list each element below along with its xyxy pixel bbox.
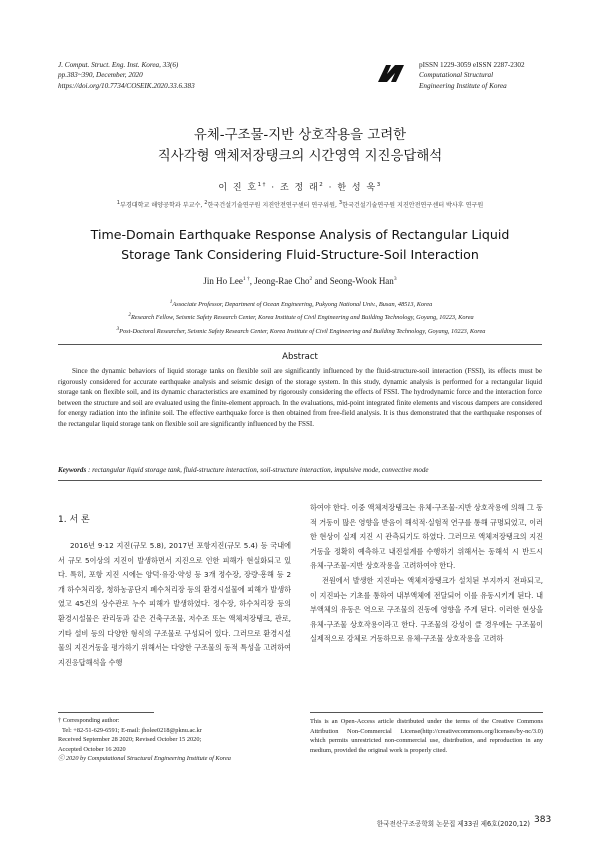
aff-ko-3: 한국건설기술연구원 지진안전연구센터 박사후 연구원 — [342, 202, 484, 210]
footnote-rule — [58, 712, 154, 713]
abstract-body: Since the dynamic behaviors of liquid storage tanks on flexible soil are significantly influenced by the fluid-structure-soil interaction (FSSI), its effects must be rigorously considered for accurate earthquake analysis and seismic design of the storage system. In this study, dynamic analysis is performed for a rectangular liquid storage tank on flexible soil, and its dynamic characteristics are examined by rigorously considering the effects of FSSI. The hydrodynamic force and the interaction force between the structure and soil are evaluated using the finite-element approach. In the evaluations, mid-point integrated finite elements and viscous dampers are considered for energy radiation into the infinite soil. The effective earthquake force is then obtained from free-field analysis. It is thus demonstrated that the earthquake responses of the rectangular liquid storage tank on flexible soil are significantly influenced by the FSSI. — [58, 367, 542, 428]
author-3-mark: 3 — [376, 182, 382, 188]
aff-ko-mark-3: 3 — [338, 200, 343, 206]
aff-en-text-3: Post-Doctoral Researcher, Seismic Safety Research Center, Korea Institute of Civil Engineering and Building Technology, Goyang, 10223, Korea — [119, 327, 486, 335]
aff-en-text-1: Associate Professor, Department of Ocean Engineering, Pukyong National Univ., Busan, 48513, Korea — [172, 301, 433, 309]
right-paragraph-2: 전원에서 발생한 지진파는 액체저장탱크가 설치된 부지까지 전파되고, 이 지진파는 기초를 통하여 내부액체에 전달되어 이를 유동시키게 된다. 내부액체의 유동은 역으로 구조물의 진동에 영향을 주게 된다. 이러한 현상을 유체-구조물 상호작용이라고 한다. 구조물의 강성이 클 경우에는 구조물이 실제적으로 강체로 거동하므로 유체-구조물 상호작용을 고려하 — [310, 575, 543, 644]
aff-en-mark-1: 1 — [169, 299, 173, 305]
right-paragraph-1: 하여야 한다. 이중 액체저장탱크는 유체-구조물-지반 상호작용에 의해 그 동적 거동이 많은 영향을 받음이 해석적·실험적 연구를 통해 규명되었고, 이러한 현상이 실제 지진 시 관측되기도 하였다. 그러므로 액체저장탱크의 지진거동을 정확히 예측하고 내진설계를 수행하기 위해서는 동해석 시 반드시 유체-구조물-지반 상호작용을 고려하여야 한다. — [310, 503, 543, 571]
authors-english — [60, 276, 540, 286]
abstract-top-rule — [58, 344, 542, 345]
corresponding-contact: Tel: +82-51-629-6591; E-mail: jholee0218@pknu.ac.kr — [62, 726, 202, 734]
affiliations-english — [58, 297, 544, 337]
aff-en-3 — [58, 324, 544, 337]
title-korean — [60, 125, 540, 167]
keywords-list: : rectangular liquid storage tank, fluid-structure interaction, soil-structure interaction, impulsive mode, convective mode — [86, 466, 429, 474]
left-paragraph-1: 2016년 9·12 지진(규모 5.8), 2017년 포항지진(규모 5.4) 등 국내에서 규모 5이상의 지진이 발생하면서 지진으로 인한 피해가 현실화되고 있다. 특히, 포항 지진 시에는 양덕·유강·약성 등 3개 정수장, 장량·흥해 등 2개 하수처리장, 청하농공단지 폐수처리장 등의 환경시설물에 피해가 발생하였고 45건의 상수관로 누수 피해가 발생하였다. 정수장, 하수처리장 등의 환경시설물은 관리동과 같은 건축구조물, 저수조 또는 액체저장탱크, 관로, 기타 설비 등의 다양한 형식의 구조물로 구성되어 있다. 그러므로 환경시설물의 지진거동을 평가하기 위해서는 다양한 구조물의 동적 특성을 고려하여 지진응답해석을 수행 — [58, 541, 291, 667]
author-3-ko: 한 성 욱 — [337, 183, 377, 193]
aff-ko-mark-2: 2 — [204, 200, 208, 206]
aff-en-mark-2: 2 — [128, 312, 131, 319]
open-access-notice: This is an Open-Access article distributed under the terms of the Creative Commons Attribution Non-Commercial License(http://creativecommons.org/licenses/by-nc/3.0) which permits unrestricted non-commercial use, distribution, and reproduction in any medium, provided the original work is properly cited. — [310, 718, 543, 754]
journal-line-2: pp.383~390, December, 2020 — [58, 71, 143, 80]
aff-en-1 — [58, 297, 544, 310]
author-1-en: Jin Ho Lee — [203, 276, 243, 286]
publisher-line-1: Computational Structural — [419, 71, 494, 80]
aff-en-mark-3: 3 — [116, 325, 120, 332]
issn-block — [419, 60, 569, 91]
authors-korean — [60, 180, 540, 193]
coseik-logo-icon — [376, 62, 406, 84]
issn: pISSN 1229-3059 eISSN 2287-2302 — [419, 61, 525, 69]
affiliations-korean — [52, 200, 548, 209]
author-3-en: and Seong-Wook Han — [312, 276, 394, 286]
title-english-line-2: Storage Tank Considering Fluid-Structure-Soil Interaction — [121, 247, 479, 262]
corresponding-footnote — [58, 716, 298, 764]
title-korean-line-2: 직사각형 액체저장탱크의 시간영역 지진응답해석 — [157, 149, 443, 164]
open-access-rule — [310, 712, 543, 713]
author-2-mark: 2 — [319, 182, 325, 188]
abstract-bottom-rule — [58, 480, 542, 481]
author-sep-2: · — [324, 183, 338, 193]
title-korean-line-1: 유체-구조물-지반 상호작용을 고려한 — [193, 128, 407, 143]
abstract-heading: Abstract — [282, 352, 318, 362]
keywords — [58, 466, 542, 474]
title-english-line-1: Time-Domain Earthquake Response Analysis of Rectangular Liquid — [90, 227, 510, 242]
aff-en-2 — [58, 310, 544, 323]
received-date: Received September 28 2020; Revised October 15 2020; — [58, 736, 202, 743]
author-1-en-mark: 1 † — [242, 276, 250, 282]
journal-line-1: J. Comput. Struct. Eng. Inst. Korea, 33(6) — [58, 61, 179, 69]
journal-citation — [58, 60, 338, 91]
author-sep-1: · — [266, 183, 280, 193]
author-3-en-mark: 3 — [393, 276, 397, 282]
keywords-label: Keywords — [58, 466, 87, 474]
author-2-en-mark: 2 — [309, 276, 313, 282]
right-column — [310, 501, 543, 647]
footer-journal: 한국전산구조공학회 논문집 제33권 제6호(2020,12) — [376, 820, 530, 828]
author-2-ko: 조 정 래 — [279, 183, 320, 193]
left-column — [58, 539, 291, 670]
publisher-line-2: Engineering Institute of Korea — [419, 81, 507, 90]
copyright-notice: ⓒ 2020 by Computational Structural Engineering Institute of Korea — [58, 755, 231, 762]
title-english — [60, 225, 540, 265]
author-2-en: , Jeong-Rae Cho — [249, 276, 310, 286]
accepted-date: Accepted October 16 2020 — [58, 745, 126, 753]
aff-ko-mark-1: 1 — [116, 200, 120, 206]
aff-ko-2: 한국건설기술연구원 지진안전연구센터 연구위원, — [207, 202, 339, 210]
aff-en-text-2: Research Fellow, Seismic Safety Research Center, Korea Institute of Civil Engineering and Building Technology, Goyang, 10223, Korea — [130, 314, 474, 322]
page-number: 383 — [534, 815, 552, 825]
aff-ko-1: 부경대학교 해양공학과 부교수, — [119, 202, 205, 210]
corresponding-label: † Corresponding author: — [58, 717, 120, 724]
section-1-title: 1. 서 론 — [58, 515, 90, 525]
doi-link[interactable]: https://doi.org/10.7734/COSEIK.2020.33.6.383 — [58, 81, 195, 90]
author-1-mark: 1† — [257, 182, 267, 188]
author-1-ko: 이 진 호 — [218, 183, 258, 193]
